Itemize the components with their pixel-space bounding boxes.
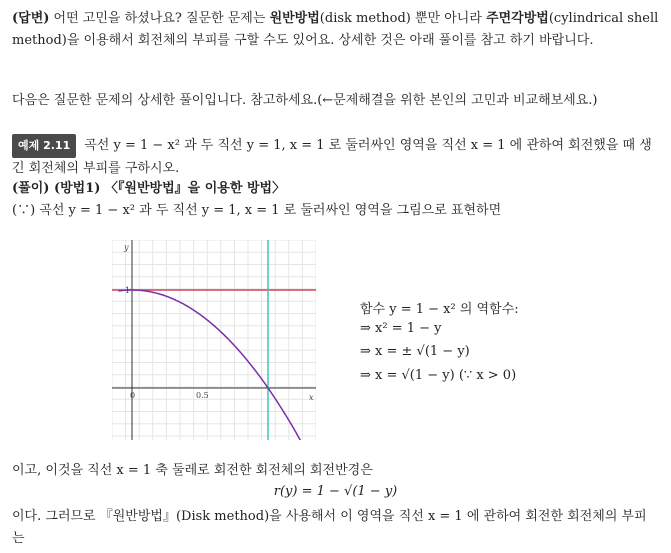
solution-title: (풀이) (방법1) 〈『원반방법』을 이용한 방법〉 (12, 181, 286, 196)
inverse-line-1: 함수 y = 1 − x² 의 역함수: (360, 302, 519, 317)
inverse-line-3: ⇒ x = ± √(1 − y) (360, 344, 470, 359)
final-line: 이다. 그러므로 『원반방법』(Disk method)을 사용해서 이 영역을 직선 x = 1 에 관하여 회전한 회전체의 부피는 (12, 509, 647, 546)
because-line: (∵) 곡선 y = 1 − x² 과 두 직선 y = 1, x = 1 로 둘러싸인 영역을 그림으로 표현하면 (12, 203, 502, 218)
x-axis-label: x (309, 393, 314, 402)
radius-formula: r(y) = 1 − √(1 − y) (273, 484, 398, 499)
region-graph (112, 240, 316, 440)
answer-text-1: 어떤 고민을 하셨나요? 질문한 문제는 (49, 11, 270, 26)
inverse-line-4: ⇒ x = √(1 − y) (∵ x > 0) (360, 368, 517, 383)
curve-y-equals-1-minus-x-squared (118, 290, 302, 440)
shell-method-term: 주면각방법 (486, 11, 549, 26)
example-badge: 예제 2.11 (12, 134, 76, 158)
tick-label-y1: 1 (125, 286, 131, 295)
answer-text-2: (disk method) 뿐만 아니라 (319, 11, 487, 26)
y-axis-label: y (124, 243, 129, 252)
inverse-line-2: ⇒ x² = 1 − y (360, 321, 442, 336)
radius-line: 이고, 이것을 직선 x = 1 축 둘레로 회전한 회전체의 회전반경은 (12, 463, 373, 478)
tick-label-05: 0.5 (196, 391, 209, 400)
disk-method-term: 원반방법 (269, 11, 320, 26)
answer-paragraph (12, 8, 659, 52)
example-paragraph (12, 134, 659, 180)
intro-line: 다음은 질문한 문제의 상세한 풀이입니다. 참고하세요.(←문제해결을 위한 본인의 고민과 비교해보세요.) (12, 93, 598, 108)
tick-label-0: 0 (130, 391, 136, 400)
example-text: 곡선 y = 1 − x² 과 두 직선 y = 1, x = 1 로 둘러싸인 영역을 직선 x = 1 에 관하여 회전했을 때 생긴 회전체의 부피를 구하시오. (12, 138, 652, 176)
answer-prefix: (답변) (12, 11, 50, 26)
grid (112, 240, 316, 440)
answer-text-3: (cylindrical shell method)을 이용해서 회전체의 부피를 구할 수도 있어요. 상세한 것은 아래 풀이를 참고 하기 바랍니다. (12, 11, 659, 48)
